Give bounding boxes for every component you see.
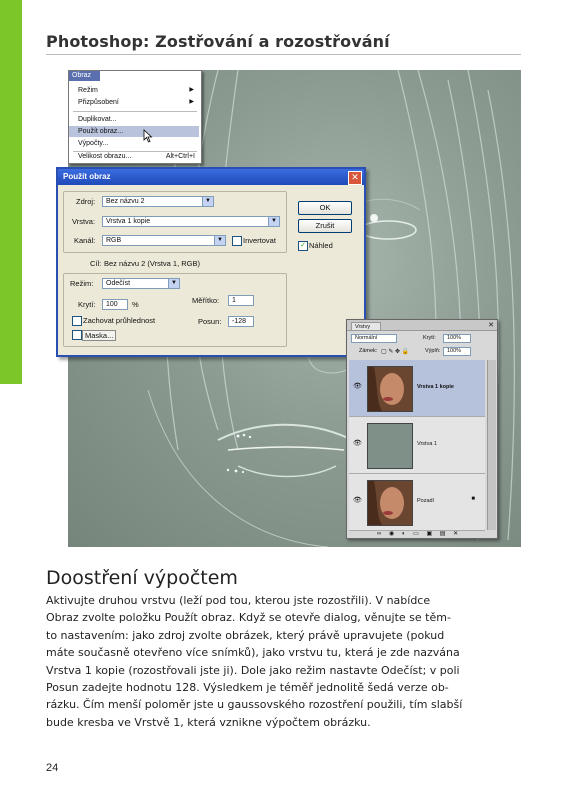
source-label: Zdroj: (76, 197, 96, 206)
opacity-label: Krytí: (78, 300, 96, 309)
body-paragraph (46, 592, 476, 731)
apply-image-dialog (56, 167, 366, 357)
menu-item-adjustments[interactable] (69, 97, 199, 108)
source-value: Bez názvu 2 (106, 198, 145, 205)
invert-label: Invertovat (243, 236, 276, 245)
page-header-title: Photoshop: Zostřování a rozostřování (46, 32, 390, 51)
image-menu (68, 70, 202, 164)
channel-select[interactable] (102, 235, 226, 246)
chevron-down-icon: ▼ (202, 197, 213, 206)
layer-name: Vrstva 1 kopie (417, 384, 454, 390)
channel-label: Kanál: (74, 236, 96, 245)
layer-thumbnail (367, 366, 413, 412)
opacity-unit: % (132, 300, 139, 309)
menu-bar-image[interactable]: Obraz (69, 71, 100, 81)
chevron-down-icon: ▼ (214, 236, 225, 245)
blending-label: Režim: (70, 279, 94, 288)
section-title: Doostření výpočtem (46, 567, 238, 589)
header-divider (46, 54, 521, 55)
scrollbar[interactable] (487, 360, 496, 530)
dialog-title: Použít obraz (58, 169, 364, 185)
body-line: máte současně otevřeno více snímků), jako vrstvu tu, která je zde nazvána (46, 646, 460, 660)
submenu-arrow-icon: ▶ (189, 87, 194, 93)
menu-item-label: Režim (78, 87, 98, 94)
offset-input[interactable]: -128 (228, 316, 254, 327)
layer-thumbnail (367, 480, 413, 526)
menu-item-mode[interactable] (69, 85, 199, 96)
body-line: Vrstva 1 kopie (rozostřovali jste ji). Dole jako režim nastavte Odečíst; v poli (46, 663, 460, 677)
eye-icon[interactable]: 👁 (353, 440, 362, 447)
lock-icons[interactable]: ▢ ✎ ✥ 🔒 (381, 349, 410, 355)
layer-toolbar-icons[interactable]: ∞ ◉ ◐ ▭ ▣ ▤ ✕ (377, 531, 462, 537)
ok-button[interactable]: OK (298, 201, 352, 215)
menu-item-label: Velikost obrazu... (78, 153, 132, 160)
menu-separator (73, 111, 197, 112)
menu-item-label: Duplikovat... (78, 116, 117, 123)
offset-label: Posun: (198, 317, 222, 326)
menu-item-image-size[interactable] (69, 152, 199, 162)
tab-layers[interactable]: Vrstvy (351, 322, 381, 330)
fill-input[interactable]: 100% (443, 347, 471, 356)
layer-name: Vrstva 1 (417, 441, 437, 447)
page-number: 24 (46, 762, 59, 774)
opacity-input[interactable]: 100 (102, 299, 128, 310)
blend-mode-select[interactable] (351, 334, 397, 343)
fill-label: Výplň: (425, 348, 441, 354)
body-line: bude kresba ve Vrstvě 1, která vznikne výpočtem obrázku. (46, 715, 371, 729)
layer-row[interactable] (349, 360, 485, 417)
body-line: Aktivujte druhou vrstvu (leží pod tou, kterou jste rozostřili). V nabídce (46, 594, 431, 607)
menu-item-label: Použít obraz... (78, 128, 124, 135)
layer-thumbnail (367, 423, 413, 469)
channel-value: RGB (106, 237, 122, 244)
layers-panel-header (347, 320, 497, 331)
layer-label: Vrstva: (72, 217, 96, 226)
menu-item-calculations[interactable] (69, 138, 199, 149)
target-label: Cíl: (90, 259, 102, 268)
preserve-transparency-label: Zachovat průhlednost (83, 316, 156, 325)
cancel-button[interactable]: Zrušit (298, 219, 352, 233)
eye-icon[interactable]: 👁 (353, 497, 362, 504)
menu-shortcut: Alt+Ctrl+I (165, 153, 195, 160)
mask-checkbox[interactable] (72, 330, 82, 340)
menu-item-apply-image[interactable] (69, 126, 199, 137)
body-line: to nastavením: jako zdroj zvolte obrázek, který právě upravujete (pokud (46, 628, 445, 642)
layer-value: Vrstva 1 kopie (106, 218, 151, 225)
blending-value: Odečíst (106, 280, 131, 287)
body-line: rázku. Čím menší poloměr jste u gaussovského rozostření použili, tím slabší (46, 698, 463, 712)
source-select[interactable] (102, 196, 214, 207)
scale-label: Měřítko: (192, 296, 220, 305)
target-value: Bez názvu 2 (Vrstva 1, RGB) (104, 259, 201, 268)
chevron-down-icon: ▼ (168, 279, 179, 288)
mouse-cursor-icon (143, 129, 153, 143)
menu-item-label: Výpočty... (78, 140, 109, 147)
panel-opacity-label: Krytí: (423, 335, 436, 341)
body-line: Obraz zvolte položku Použít obraz. Když se otevře dialog, věnujte se těm- (46, 611, 451, 625)
layer-row[interactable] (349, 474, 485, 531)
menu-item-duplicate[interactable] (69, 114, 199, 125)
eye-icon[interactable]: 👁 (353, 383, 362, 390)
preserve-transparency-checkbox[interactable] (72, 316, 82, 326)
lock-label: Zámek: (359, 348, 378, 354)
chevron-down-icon: ▼ (268, 217, 279, 226)
layers-panel (346, 319, 498, 539)
preview-checkbox[interactable]: ✓ (298, 241, 308, 251)
layer-row[interactable] (349, 417, 485, 474)
menu-item-label: Přizpůsobení (78, 99, 119, 106)
body-line: Posun zadejte hodnotu 128. Výsledkem je téměř jednolitě šedá verze ob- (46, 681, 449, 695)
lock-icon: ■ (471, 496, 475, 502)
layer-name: Pozadí (417, 498, 435, 504)
blend-mode-value: Normální (355, 335, 378, 341)
accent-bar (0, 0, 22, 384)
blending-select[interactable] (102, 278, 180, 289)
close-icon[interactable]: ✕ (348, 171, 362, 185)
preview-label: Náhled (309, 241, 333, 250)
mask-button[interactable]: Maska... (82, 330, 116, 341)
submenu-arrow-icon: ▶ (189, 99, 194, 105)
panel-opacity-input[interactable]: 100% (443, 334, 471, 343)
invert-checkbox[interactable] (232, 236, 242, 246)
scale-input[interactable]: 1 (228, 295, 254, 306)
layer-select[interactable] (102, 216, 280, 227)
close-icon[interactable]: ✕ (488, 322, 494, 329)
